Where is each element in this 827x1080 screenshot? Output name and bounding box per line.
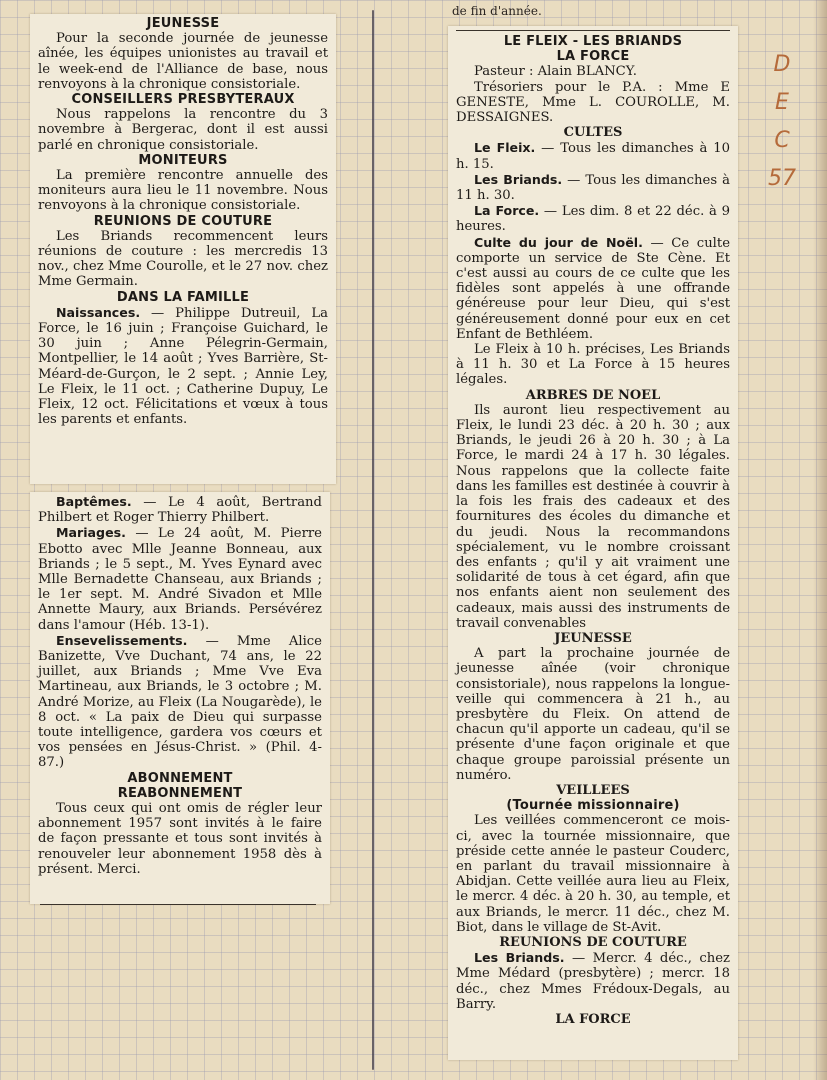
- handwritten-letter-d: D: [773, 52, 791, 77]
- heading-jeunesse: JEUNESSE: [146, 16, 220, 31]
- label-couture-briands: Les Briands.: [474, 950, 565, 966]
- paragraph-conseillers: Nous rappelons la rencontre du 3 novembre à Bergerac, dont il est aussi parlé en chronique consistoriale.: [38, 107, 328, 153]
- paragraph-mariages: [38, 525, 322, 632]
- text-les-briands: — Tous les dimanches à 11 h. 30.: [456, 172, 730, 204]
- label-culte-noel: Culte du jour de Noël.: [474, 234, 643, 250]
- clipping-left-bottom: [30, 492, 330, 904]
- paragraph-baptemes: [38, 494, 322, 525]
- text-la-force: — Les dim. 8 et 22 déc. à 9 heures.: [456, 204, 731, 235]
- handwritten-letter-e: E: [775, 90, 789, 115]
- paragraph-culte-fleix: [456, 140, 730, 171]
- text-couture-briands: — Mercr. 4 déc., chez Mme Médard (presbytère) ; mercr. 18 déc., chez Mmes Frédoux-Degals, au Barry.: [456, 951, 730, 1012]
- heading-dans-la-famille: DANS LA FAMILLE: [116, 289, 250, 305]
- text-baptemes: — Le 4 août, Bertrand Philbert et Roger Thierry Philbert.: [38, 495, 322, 526]
- heading-la-force-title: LA FORCE: [556, 49, 630, 65]
- paragraph-tresoriers: Trésoriers pour le P.A. : Mme E GENESTE, Mme L. COUROLLE, M. DESSAIGNES.: [456, 79, 730, 126]
- clipping-end-rule: [40, 904, 316, 905]
- heading-cultes: CULTES: [563, 125, 623, 141]
- text-naissances: — Philippe Dutreuil, La Force, le 16 juin ; Françoise Guichard, le 30 juin ; Anne Pélegrin-Germain, Montpellier, le 14 août ; Yves Barrière, St-Méard-de-Gurçon, le 2 sept. ; Annie Ley, Le Fleix, le 11 oct. ; Catherine Dupuy, Le Fleix, 12 oct. Félicitations et vœux à tous les parents et enfants.: [38, 305, 328, 428]
- heading-reunions-couture-right: REUNIONS DE COUTURE: [499, 934, 687, 950]
- paragraph-horaires-noel: Le Fleix à 10 h. précises, Les Briands à 11 h. 30 et La Force à 15 heures légales.: [456, 342, 730, 388]
- paragraph-jeunesse-right: A part la prochaine journée de jeunesse aînée (voir chronique consistoriale), nous rappelons la longue-veille qui commencera à 21 h., au presbytère du Fleix. On attend de chacun qu'il apporte un cadeau, qu'il se présente d'une façon originale et que chaque groupe paroissial présente un numéro.: [456, 646, 730, 783]
- heading-arbres-de-noel: ARBRES DE NOEL: [525, 387, 661, 403]
- heading-conseillers: CONSEILLERS PRESBYTERAUX: [71, 92, 295, 108]
- notebook-page-edge: [813, 0, 827, 1080]
- paragraph-jeunesse: Pour la seconde journée de jeunesse aînée, les équipes unionistes au travail et le week-end de l'Alliance de base, nous renvoyons à la chronique consistoriale.: [38, 31, 328, 92]
- heading-veillees: VEILLEES: [556, 782, 630, 798]
- heading-le-fleix-les-briands: LE FLEIX - LES BRIANDS: [503, 34, 683, 49]
- heading-tournee-missionnaire: (Tournée missionnaire): [506, 798, 680, 814]
- paragraph-reunions-couture: Les Briands recommencent leurs réunions de couture : les mercredis 13 nov., chez Mme Courolle, et le 27 nov. chez Mme Germain.: [38, 228, 328, 290]
- clipping-left-top: [30, 14, 336, 484]
- handwritten-date-annotation: [752, 46, 812, 198]
- heading-jeunesse-right: JEUNESSE: [554, 630, 632, 646]
- text-culte-noel: — Ce culte comporte un service de Ste Cène. Et c'est aussi au cours de ce culte que les fidèles sont appelés à une offrande généreuse pour leur Dieu, qui s'est généreusement donné pour eux en cet Enfant de Bethléem.: [456, 235, 731, 342]
- paragraph-ensevelissements: [38, 633, 322, 771]
- text-ensevelissements: — Mme Alice Banizette, Vve Duchant, 74 ans, le 22 juillet, aux Briands ; Mme Vve Eva Martineau, aux Briands, le 3 octobre ; M. André Morize, au Fleix (La Nougarède), le 8 oct. « La paix de Dieu qui surpasse toute intelligence, gardera vos cœurs et vos pensées en Jésus-Christ. » (Phil. 4-87.): [38, 633, 322, 771]
- paragraph-veillees: Les veillées commenceront ce mois-ci, avec la tournée missionnaire, que préside cette année le pasteur Couderc, en parlant du travail missionnaire à Abidjan. Cette veillée aura lieu au Fleix, le mercr. 4 déc. à 20 h. 30, au temple, et aux Briands, le mercr. 11 déc., chez M. Biot, dans le village de St-Avit.: [456, 813, 730, 935]
- handwritten-letter-c: C: [774, 128, 790, 153]
- paragraph-culte-force: [456, 203, 730, 234]
- paragraph-culte-briands: [456, 172, 730, 203]
- heading-reabonnement: REABONNEMENT: [117, 785, 243, 801]
- label-le-fleix: Le Fleix.: [474, 140, 536, 156]
- hand-drawn-divider-line: [372, 10, 374, 1070]
- paragraph-arbres-de-noel: Ils auront lieu respectivement au Fleix, le lundi 23 déc. à 20 h. 30 ; aux Briands, le jeudi 26 à 20 h. 30 ; à La Force, le mardi 24 à 17 h. 30 légales. Nous rappelons que la collecte faite dans les familles est destinée à couvrir à la fois les frais des cadeaux et des fournitures des écoles du dimanche et du jeudi. Nous la recommandons spécialement, vu le nombre croissant des enfants ; qu'il y ait vraiment une solidarité de tous à cet égard, afin que nos enfants aient non seulement des cadeaux, mais aussi des instruments de travail convenables: [456, 402, 730, 631]
- cut-off-heading-text: de fin d'année.: [452, 4, 542, 18]
- label-la-force: La Force.: [474, 203, 540, 219]
- paragraph-abonnement: Tous ceux qui ont omis de régler leur abonnement 1957 sont invités à le faire de façon pressante et tous sont invités à renouveler leur abonnement 1958 dès à présent. Merci.: [38, 801, 322, 877]
- column-top-rule: [456, 30, 730, 31]
- label-ensevelissements: Ensevelissements.: [56, 632, 188, 648]
- label-baptemes: Baptêmes.: [56, 494, 132, 509]
- paragraph-culte-noel: [456, 235, 730, 342]
- clipping-right-column: [448, 26, 738, 1060]
- heading-la-force-bottom: LA FORCE: [555, 1012, 631, 1027]
- heading-moniteurs: MONITEURS: [138, 152, 228, 168]
- label-naissances: Naissances.: [56, 304, 141, 320]
- text-le-fleix: — Tous les dimanches à 10 h. 15.: [456, 141, 731, 172]
- text-mariages: — Le 24 août, M. Pierre Ebotto avec Mlle Jeanne Bonneau, aux Briands ; le 5 sept., M. Yves Eynard avec Mlle Bernadette Chanseau, aux Briands ; le 1er sept. M. André Sivadon et Mlle Annette Maury, aux Briands. Persévérez dans l'amour (Héb. 13-1).: [38, 526, 322, 633]
- label-les-briands: Les Briands.: [474, 171, 563, 187]
- paragraph-moniteurs: La première rencontre annuelle des moniteurs aura lieu le 11 novembre. Nous renvoyons à la chronique consistoriale.: [38, 168, 328, 214]
- paragraph-couture-right: [456, 950, 730, 1012]
- label-mariages: Mariages.: [56, 525, 126, 541]
- paragraph-pasteur: Pasteur : Alain BLANCY.: [474, 64, 637, 80]
- paragraph-naissances: [38, 305, 328, 428]
- heading-reunions-couture: REUNIONS DE COUTURE: [93, 213, 273, 229]
- heading-abonnement: ABONNEMENT: [127, 770, 233, 786]
- handwritten-year: 57: [768, 166, 796, 191]
